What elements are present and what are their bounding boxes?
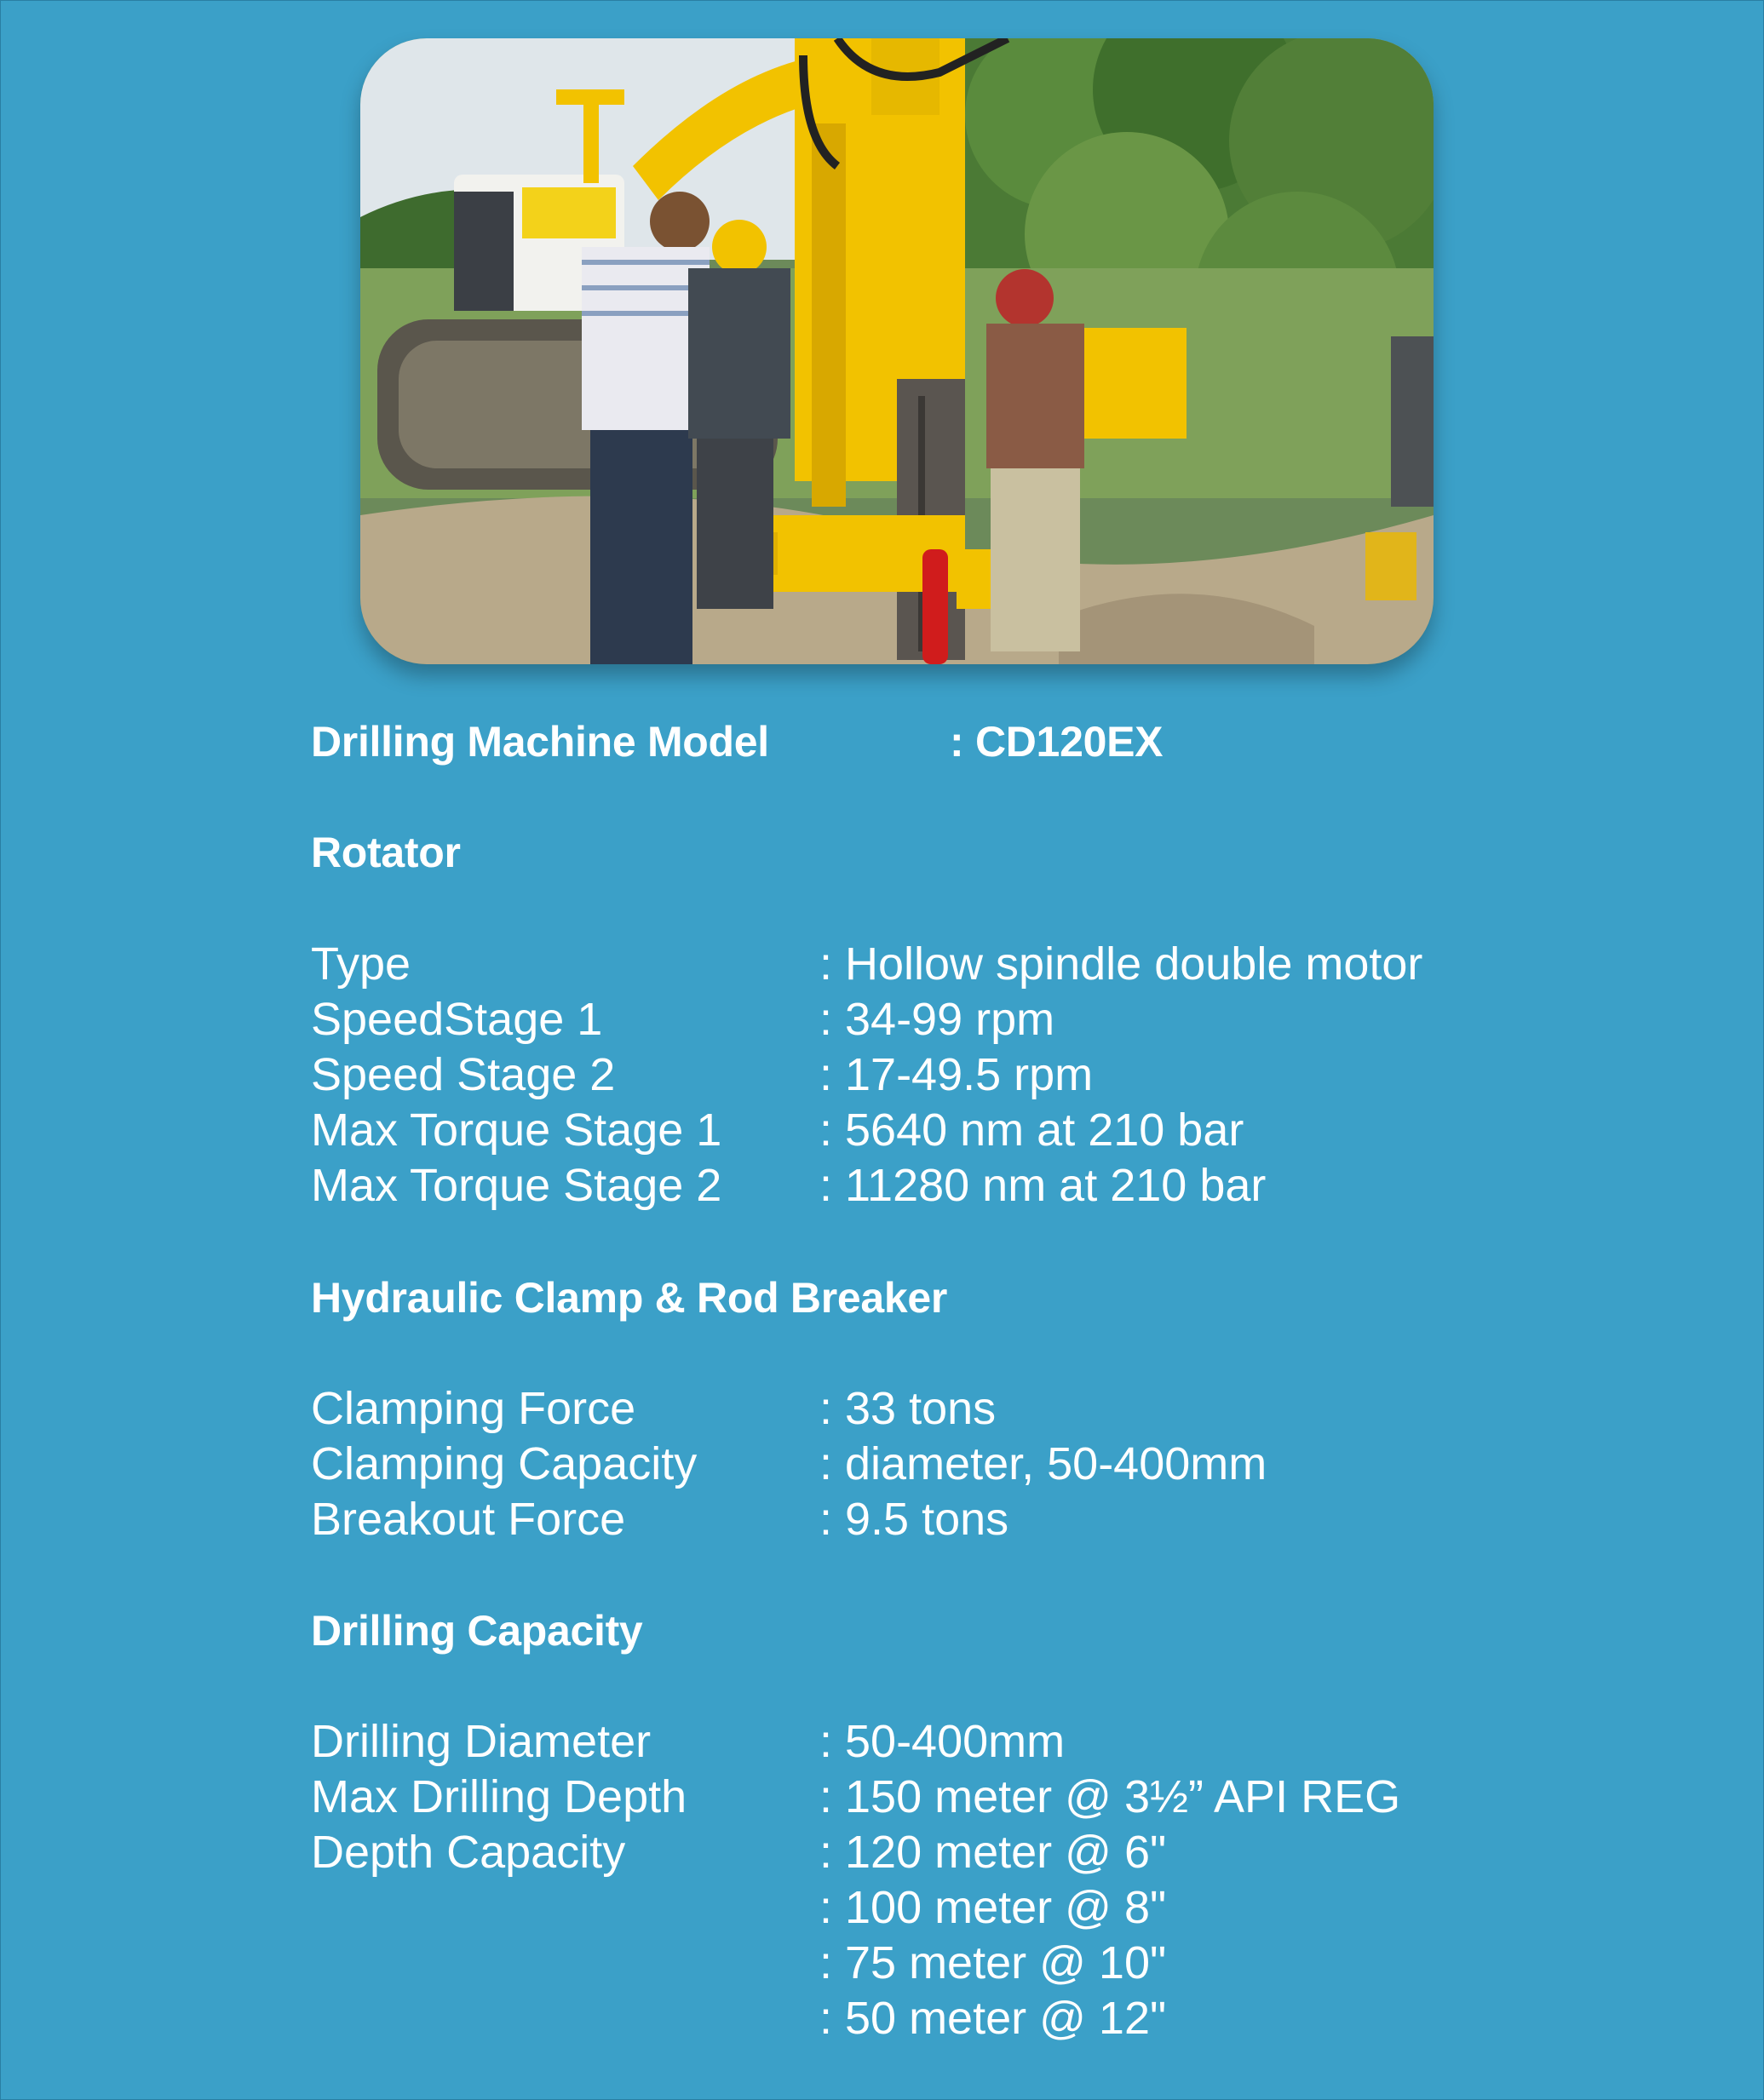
spec-label: Clamping Capacity bbox=[311, 1438, 698, 1489]
spec-label: Drilling Diameter bbox=[311, 1716, 652, 1767]
spec-label: Type bbox=[311, 938, 411, 990]
spec-value: : 100 meter @ 8" bbox=[819, 1882, 1167, 1933]
spec-label: Speed Stage 2 bbox=[311, 1049, 616, 1100]
spec-label: Depth Capacity bbox=[311, 1827, 626, 1878]
model-value: : CD120EX bbox=[950, 718, 1164, 766]
spec-value: : Hollow spindle double motor bbox=[819, 938, 1423, 990]
drilling-rig-photo bbox=[360, 38, 1434, 664]
spec-value: : 9.5 tons bbox=[819, 1494, 1009, 1545]
spec-value: : 150 meter @ 3½” API REG bbox=[819, 1771, 1401, 1822]
spec-value: : 11280 nm at 210 bar bbox=[819, 1160, 1267, 1211]
spec-value: : 5640 nm at 210 bar bbox=[819, 1105, 1244, 1156]
spec-value: : diameter, 50-400mm bbox=[819, 1438, 1267, 1489]
spec-value: : 17-49.5 rpm bbox=[819, 1049, 1094, 1100]
spec-label: Breakout Force bbox=[311, 1494, 626, 1545]
spec-label: Clamping Force bbox=[311, 1383, 636, 1434]
model-label: Drilling Machine Model bbox=[311, 718, 769, 766]
spec-value: : 50-400mm bbox=[819, 1716, 1066, 1767]
model-row bbox=[311, 717, 1589, 766]
spec-label: Max Drilling Depth bbox=[311, 1771, 687, 1822]
drilling-rig-illustration bbox=[360, 38, 1434, 664]
spec-value: : 33 tons bbox=[819, 1383, 997, 1434]
rotator-heading: Rotator bbox=[311, 829, 461, 876]
spec-value: : 75 meter @ 10" bbox=[819, 1937, 1167, 1988]
spec-label: Max Torque Stage 2 bbox=[311, 1160, 722, 1211]
spec-label: SpeedStage 1 bbox=[311, 994, 603, 1045]
capacity-heading: Drilling Capacity bbox=[311, 1607, 643, 1655]
spec-label: Max Torque Stage 1 bbox=[311, 1105, 722, 1156]
spec-value: : 34-99 rpm bbox=[819, 994, 1055, 1045]
clamp-heading: Hydraulic Clamp & Rod Breaker bbox=[311, 1274, 948, 1322]
spec-value: : 120 meter @ 6" bbox=[819, 1827, 1167, 1878]
spec-value: : 50 meter @ 12" bbox=[819, 1993, 1167, 2044]
